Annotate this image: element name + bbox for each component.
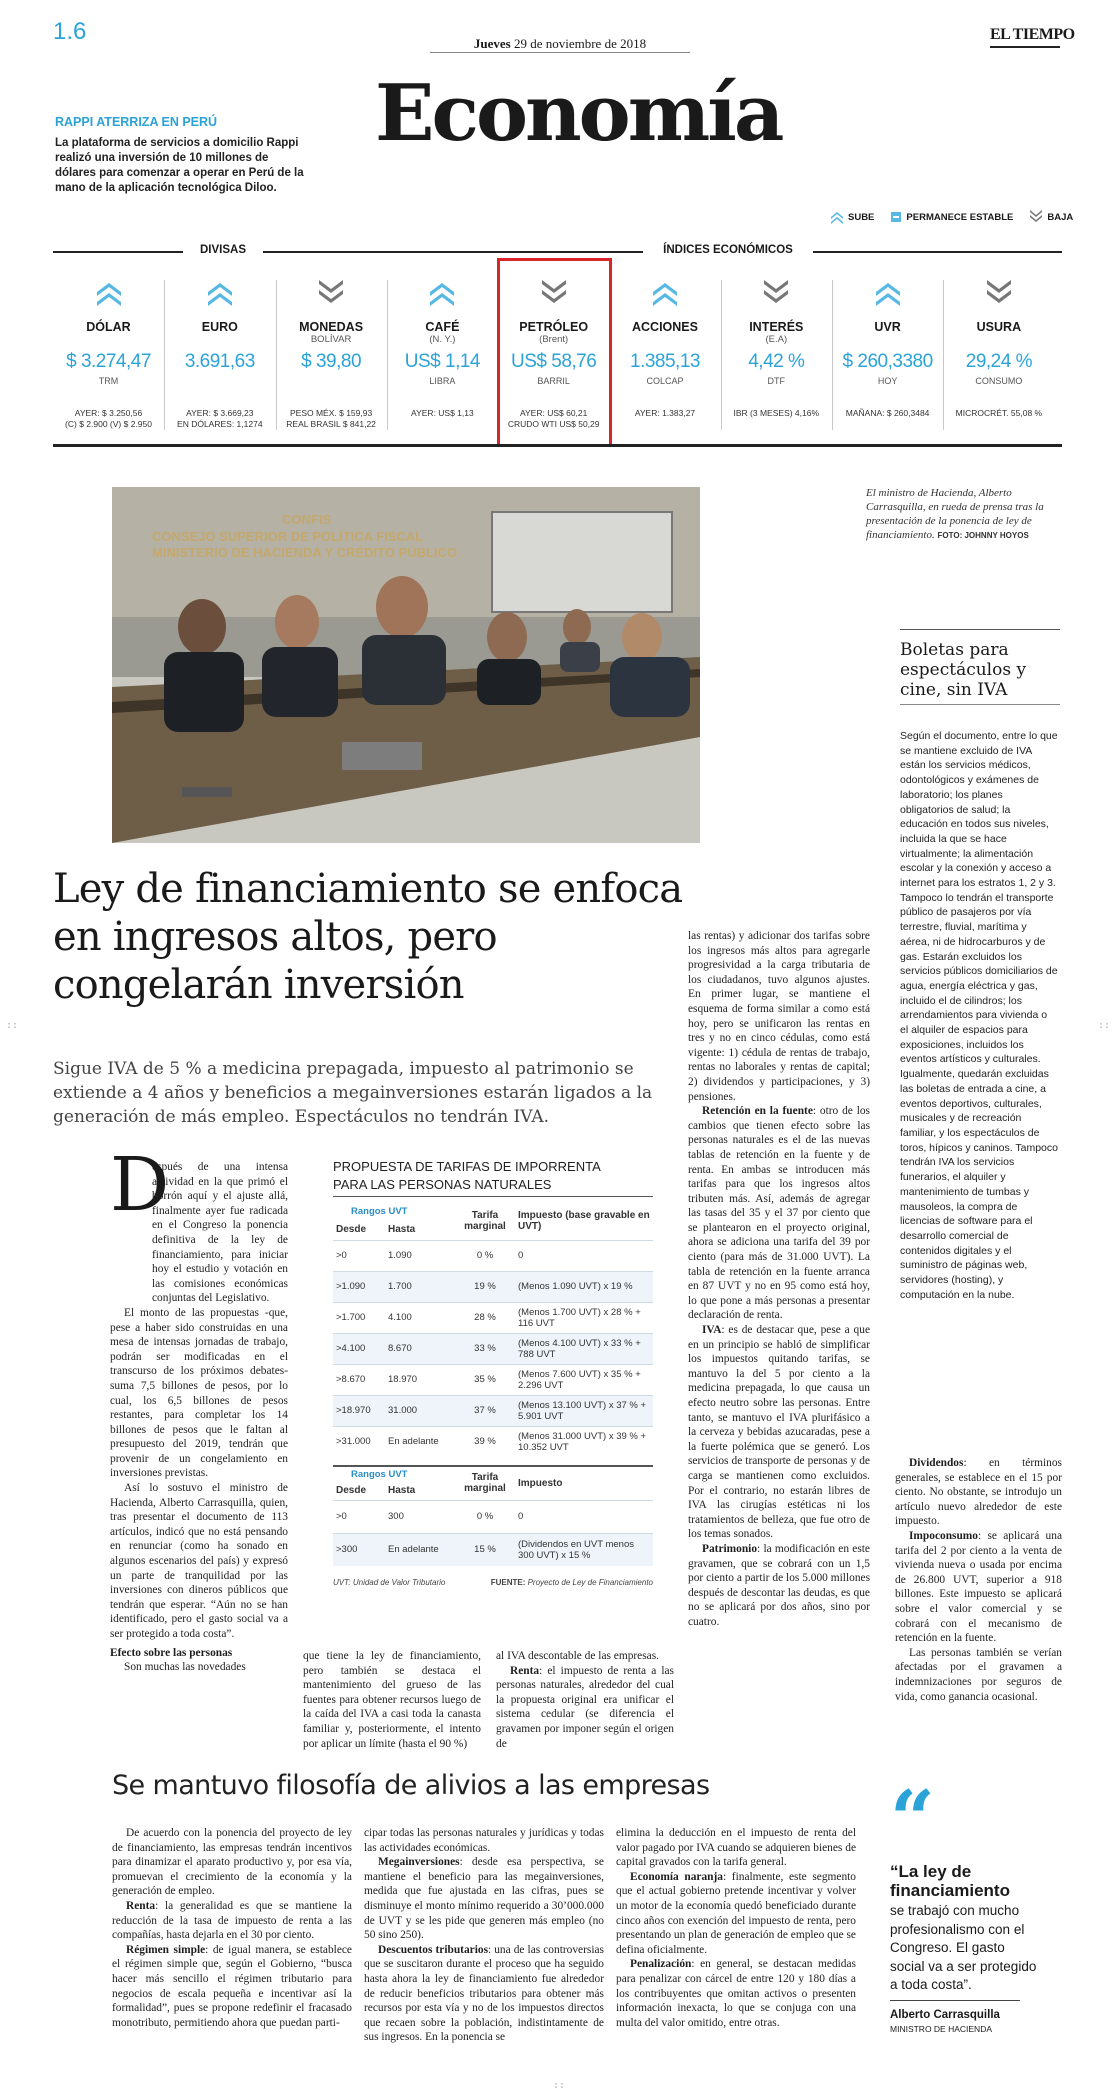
- paragraph: que tiene la ley de financiamiento, pero también se destaca el mantenimiento del grueso de las fuentes para obtener recursos luego de la caída del IVA a casi toda la canasta familiar y, posteriormente, el intento por aplicar un límite (hasta el 90 %): [303, 1650, 481, 1750]
- para-text: : una de las controversias que se suscitaron durante el proceso que ha seguido hasta ahora la ley de financiamiento fue alrededor de reducir beneficios tributarios para obtener más recursos por esta vía y no de los impuestos directos que recaen sobre la población, indistintamente de sus ingresos. En la ponencia se: [364, 1943, 604, 2044]
- story-col-2: [303, 1649, 481, 1751]
- stable-square-icon: [890, 211, 902, 223]
- source-label: FUENTE:: [490, 1578, 526, 1587]
- legend-stable: [890, 211, 1013, 223]
- band-rule: [813, 251, 1062, 253]
- indicator-6: [721, 262, 832, 440]
- cell-impuesto: (Menos 7.600 UVT) x 35 % + 2.296 UVT: [515, 1364, 653, 1395]
- story-headline: Ley de financiamiento se enfoca en ingresos altos, pero congelarán inversión: [53, 866, 683, 1008]
- banner-confis: CONFIS: [282, 512, 332, 527]
- indicator-value: 29,24 %: [965, 351, 1032, 372]
- para-lead: Patrimonio: [702, 1542, 758, 1555]
- indicator-note: AYER: 1.383,27: [634, 408, 696, 418]
- para-lead: Descuentos tributarios: [378, 1943, 488, 1956]
- cell-tarifa: 37 %: [455, 1395, 515, 1426]
- header-hasta: Hasta: [388, 1485, 416, 1497]
- down-arrows-icon: [721, 280, 832, 306]
- paragraph: [895, 1456, 1062, 1529]
- table-body: [333, 1240, 653, 1457]
- cell-tarifa: 33 %: [455, 1333, 515, 1364]
- down-arrows-icon: [943, 280, 1054, 306]
- range-group-label: Rangos UVT: [351, 1469, 408, 1480]
- indicator-sub: (E.A): [765, 334, 788, 345]
- page-number: 1.6: [53, 18, 87, 45]
- header-tarifa: Tarifa marginal: [464, 1209, 506, 1232]
- legend-stable-label: PERMANECE ESTABLE: [906, 211, 1014, 223]
- brand-logo: EL TIEMPO: [990, 26, 1075, 43]
- indicator-7: [832, 262, 943, 440]
- para-text: : la modificación en este gravamen, que se cobrará con un 1,5 por ciento a partir de los 5.000 millones después de descontar las deudas, es que no se aplicará por dos años, sino por cuatro.: [688, 1542, 870, 1628]
- table-row: [333, 1426, 653, 1457]
- indicator-name: DÓLAR: [86, 320, 131, 334]
- photo-credit: FOTO: JOHNNY HOYOS: [937, 531, 1029, 540]
- cell-tarifa: 0 %: [455, 1500, 515, 1533]
- legend-up: [830, 210, 874, 224]
- table-body: [333, 1500, 653, 1566]
- cell-tarifa: 28 %: [455, 1302, 515, 1333]
- indicator-note: AYER: $ 3.669,23 EN DÓLARES: 1,1274: [177, 408, 263, 429]
- sidebar-body: Según el documento, entre lo que se mantiene excluido de IVA están los servicios médicos, odontológicos y exámenes de laboratorio; los planes obligatorios de salud; la educación en todos sus niveles, incluida la que se hace virtualmente; la alimentación escolar y la conexión y acceso a internet para los estratos 1, 2 y 3. Tampoco lo tendrán el transporte público de pasajeros por vía terrestre, fluvial, marítima y aérea, ni de hidrocarburos y de gas. Estarán excluidos los servicios públicos domiciliarios de agua, energía eléctrica y gas, incluido el de cilindros; los arrendamientos para vivienda o el alquiler de espacios para exposiciones, incluidos los eventos artísticos y culturales. Igualmente, quedarán excluidas las boletas de entrada a cine, a eventos deportivos, culturales, musicales y de recreación familiar, y los espectáculos de toros, hípicos y caninos. Tampoco tendrán IVA los servicios funerarios, el alquiler y mantenimiento de tumbas y mausoleos, la compra de licencias de software para el desarrollo comercial de contenidos digitales y el suministro de páginas web, servidores (hosting), y computación en la nube.: [900, 730, 1058, 1301]
- para-text: : otro de los cambios que tienen efecto sobre las personas naturales es el de las nuevas tablas de retención en la fuente y de renta. En ambas se introducen más tarifas para que los ingresos altos tributen más. Así, además de agregar las tasas del 35 y el 37 por ciento que se plantearon en el proyecto original, ahora se adiciona una tarifa del 39 por ciento (para más de 31.000 UVT). La tabla de retención en la fuente arranca en 87 UVT y no en 95 como está hoy, lo que pone a más personas a presentar declaración de renta.: [688, 1105, 870, 1322]
- story-col-1: [110, 1160, 288, 1675]
- paragraph: El monto de las propuestas -que, pese a haber sido construidas en una mesa de intensas jornadas de trabajo, podrán ser modificadas en el transcurso de los próximos debates- suma 7,5 billones de pesos, por lo cual, los 6,5 billones de pesos restantes, para completar los 14 billones de pesos que le faltan al presupuesto del 2019, tendrán que provenir de un congelamiento en inversiones previstas.: [110, 1306, 288, 1480]
- caption-text: El ministro de Hacienda, Alberto Carrasquilla, en rueda de prensa tras la presentación de la ponencia de ley de financiamiento.: [866, 487, 1044, 541]
- registration-mark: ::: [1098, 1020, 1111, 1031]
- indicator-unit: COLCAP: [646, 376, 684, 386]
- press-photo: [112, 487, 700, 843]
- cell-desde: >300: [333, 1533, 385, 1566]
- para-lead: Régimen simple: [126, 1943, 206, 1956]
- photo-caption: [866, 486, 1066, 543]
- cell-hasta: En adelante: [385, 1533, 455, 1566]
- divisas-label: DIVISAS: [199, 244, 246, 256]
- table-title: [333, 1158, 653, 1194]
- band-bottom-rule: [53, 444, 1062, 447]
- band-rule: [53, 251, 183, 253]
- cell-impuesto: (Menos 1.700 UVT) x 28 % + 116 UVT: [515, 1302, 653, 1333]
- table-title-rule: [333, 1196, 653, 1197]
- trend-legend: [830, 210, 1073, 224]
- pull-quote-name: Alberto Carrasquilla: [890, 2009, 1000, 2021]
- para-text: : el impuesto de renta a las personas naturales, alrededor del cual la propuesta original era unificar el sistema cedular (se diferencia el gravamen por imponer según el origen de: [496, 1664, 674, 1750]
- indicator-divider: [943, 280, 944, 430]
- down-arrows-icon: [276, 280, 387, 306]
- paragraph: [112, 1899, 352, 1943]
- brief-kicker: RAPPI ATERRIZA EN PERÚ: [55, 115, 218, 129]
- legend-down: [1029, 210, 1073, 224]
- paragraph: elimina la deducción en el impuesto de renta del valor pagado por IVA cuando se adquieren bienes de capital gravados con la tarifa general.: [616, 1827, 856, 1869]
- story-col-3: [496, 1649, 674, 1751]
- brand-rule: [990, 46, 1060, 48]
- paragraph: las rentas) y adicionar dos tarifas sobre los ingresos más altos para agregarle progresividad a la carga tributaria de los ciudadanos, tuvo algunos ajustes. En primer lugar, se mantiene el esquema de forma similar a como está hoy, pero se unificaron las rentas en tres y no en cinco cédulas, como está vigente: 1) cédula de rentas de trabajo, rentas no laborales y rentas de capital; 2) dividendos y participaciones, y 3) pensiones.: [688, 930, 870, 1103]
- indicator-unit: DTF: [767, 376, 786, 386]
- pull-quote-rule: [890, 2000, 1020, 2001]
- paragraph: [895, 1529, 1062, 1646]
- indicator-note: AYER: US$ 60,21 CRUDO WTI US$ 50,29: [507, 408, 600, 429]
- para-lead: Dividendos: [909, 1457, 964, 1469]
- para-text: : de igual manera, se establece el régimen simple que, según el Gobierno, “busca hacer más sencillo el régimen tributario para negocios de escala pequeña e incentivar así la formalidad”, pues se propone redefinir el fracasado monotributo, permitiendo ahora que puedan parti-: [112, 1943, 352, 2029]
- paragraph: [364, 1855, 604, 1943]
- table-footnote: [333, 1578, 653, 1587]
- paragraph: [112, 1943, 352, 2031]
- para-text: : se aplicará una tarifa del 2 por ciento a la venta de vivienda nueva o usada por encima de 26.800 UVT, superior a 918 billones. Este impuesto se aplicará sobre el valor comercial y se cobrará con el mecanismo de retención en la fuente.: [895, 1529, 1062, 1645]
- cell-impuesto: (Menos 13.100 UVT) x 37 % + 5.901 UVT: [515, 1395, 653, 1426]
- cell-tarifa: 19 %: [455, 1271, 515, 1302]
- range-group-label: Rangos UVT: [351, 1205, 408, 1217]
- story2-col-3: [616, 1826, 856, 2030]
- indicator-note: MAÑANA: $ 260,3484: [845, 408, 930, 418]
- footnote-source: [491, 1578, 653, 1587]
- cell-impuesto: (Dividendos en UVT menos 300 UVT) x 15 %: [515, 1533, 653, 1566]
- cell-desde: >31.000: [333, 1426, 385, 1457]
- legend-down-label: BAJA: [1047, 211, 1074, 223]
- indicator-value: 1.385,13: [630, 351, 700, 372]
- banner-consejo: CONSEJO SUPERIOR DE POLÍTICA FISCAL: [152, 529, 424, 544]
- story-col-5: [895, 1456, 1062, 1704]
- para-text: : la generalidad es que se mantiene la reducción de la tasa de impuesto de renta a las compañías, hasta dejarla en el 30 por ciento.: [112, 1899, 352, 1942]
- pull-quote-role: MINISTRO DE HACIENDA: [890, 2024, 993, 2034]
- indicator-value: US$ 1,14: [404, 351, 480, 372]
- story-deck: Sigue IVA de 5 % a medicina prepagada, impuesto al patrimonio se extiende a 4 años y beneficios a megainversiones estarán ligados a la generación de más empleo. Espectáculos no tendrán IVA.: [53, 1059, 653, 1127]
- paragraph: Las personas también se verían afectadas por el gravamen a indemnizaciones por seguros de vida, como ganancia ocasional.: [895, 1646, 1062, 1703]
- cell-tarifa: 0 %: [455, 1240, 515, 1271]
- table-row: [333, 1500, 653, 1533]
- legend-up-label: SUBE: [848, 211, 875, 223]
- indicator-divider: [276, 280, 277, 430]
- pull-quote-lead: “La ley de financiamiento: [890, 1862, 1010, 1900]
- cell-desde: >1.090: [333, 1271, 385, 1302]
- tax-table: [333, 1202, 653, 1457]
- paragraph: cipar todas las personas naturales y jurídicas y todas las actividades económicas.: [364, 1827, 604, 1854]
- indicator-value: $ 3.274,47: [66, 351, 151, 372]
- pull-quote-body: se trabajó con mucho profesionalismo con el Congreso. El gasto social va a ser protegido a toda costa”.: [890, 1903, 1037, 1992]
- date-rest: 29 de noviembre de 2018: [513, 36, 647, 51]
- up-arrows-icon: [610, 280, 721, 306]
- indicator-note: AYER: US$ 1,13: [411, 408, 474, 418]
- cell-impuesto: 0: [515, 1240, 653, 1271]
- cell-desde: >4.100: [333, 1333, 385, 1364]
- indicator-note: IBR (3 MESES) 4,16%: [733, 408, 820, 418]
- para-text: : desde esa perspectiva, se mantiene el beneficio para las megainversiones, medida que fue ajustada en las cifras, pues se disminuye el monto mínimo requerido a 30’000.000 de UVT y se les pide que generen más empleo (no 50 sino 250).: [364, 1856, 604, 1942]
- indicator-sub: (Brent): [539, 334, 569, 345]
- cell-hasta: 4.100: [385, 1302, 455, 1333]
- indicator-sub: BOLÍVAR: [310, 334, 352, 345]
- up-arrows-icon: [832, 280, 943, 306]
- indicator-name: ACCIONES: [632, 320, 698, 334]
- quote-mark-icon: “: [890, 1774, 935, 1865]
- paragraph: Así lo sostuvo el ministro de Hacienda, Alberto Carrasquilla, quien, tras presentar el documento de 113 artículos, indicó que no está pensando en renunciar (como ha sonado en algunos escenarios del país) y expresó un parte de tranquilidad por las inversiones con dineros públicos que tendrán que esperar. “Aún no se han identificado, pero el gasto social va a ser protegido a toda costa”.: [110, 1482, 288, 1640]
- paragraph: [688, 1104, 870, 1323]
- indicator-name: UVR: [874, 320, 901, 334]
- paragraph: Son muchas las novedades: [124, 1661, 246, 1674]
- indicator-note: PESO MÉX. $ 159,93 REAL BRASIL $ 841,22: [286, 408, 376, 429]
- cell-hasta: 31.000: [385, 1395, 455, 1426]
- registration-mark: ::: [553, 2080, 566, 2091]
- cell-hasta: 300: [385, 1500, 455, 1533]
- table-row: [333, 1271, 653, 1302]
- cell-tarifa: 39 %: [455, 1426, 515, 1457]
- indicator-sub: (N. Y.): [429, 334, 456, 345]
- table-title-line: PARA LAS PERSONAS NATURALES: [333, 1177, 552, 1192]
- cell-desde: >1.700: [333, 1302, 385, 1333]
- registration-mark: ::: [6, 1020, 19, 1031]
- dateline-rule: [430, 52, 690, 53]
- indicator-name: INTERÉS: [749, 320, 804, 334]
- para-lead: Economía naranja: [630, 1870, 723, 1883]
- para-lead: Megainversiones: [378, 1856, 460, 1869]
- cell-hasta: En adelante: [385, 1426, 455, 1457]
- cell-impuesto: 0: [515, 1500, 653, 1533]
- table-row: [333, 1533, 653, 1566]
- paragraph: De acuerdo con la ponencia del proyecto de ley de financiamiento, las empresas tendrán incentivos para dinamizar el aparato productivo y, por esa vía, promuevan el crecimiento de la economía y la generación de empleo.: [112, 1827, 352, 1898]
- story2-headline: Se mantuvo filosofía de alivios a las empresas: [112, 1770, 710, 1801]
- cell-hasta: 8.670: [385, 1333, 455, 1364]
- cell-hasta: 1.700: [385, 1271, 455, 1302]
- cell-desde: >18.970: [333, 1395, 385, 1426]
- paragraph: [616, 1957, 856, 2030]
- cell-impuesto: (Menos 1.090 UVT) x 19 %: [515, 1271, 653, 1302]
- table-row: [333, 1240, 653, 1271]
- paragraph: [496, 1664, 674, 1752]
- paragraph: al IVA descontable de las empresas.: [496, 1650, 660, 1662]
- cell-hasta: 1.090: [385, 1240, 455, 1271]
- indicator-divider: [832, 280, 833, 430]
- up-arrows-icon: [387, 280, 498, 306]
- para-lead: Renta: [510, 1664, 540, 1677]
- paragraph: [688, 1542, 870, 1630]
- para-lead: IVA: [702, 1324, 722, 1337]
- indicator-divider: [721, 280, 722, 430]
- indicator-divider: [387, 280, 388, 430]
- brief-body: La plataforma de servicios a domicilio Rappi realizó una inversión de 10 millones de dólares para comenzar a operar en Perú de la mano de la aplicación tecnológica Diloo.: [55, 137, 304, 194]
- story2-col-2: [364, 1826, 604, 2045]
- sidebar-rule: [900, 629, 1060, 630]
- drop-cap: D: [110, 1142, 170, 1228]
- dividend-table: [333, 1465, 653, 1566]
- indices-label: ÍNDICES ECONÓMICOS: [663, 244, 793, 256]
- cell-desde: >0: [333, 1500, 385, 1533]
- table-row: [333, 1333, 653, 1364]
- indicator-3: [387, 262, 498, 440]
- table-row: [333, 1302, 653, 1333]
- indicator-value: $ 260,3380: [842, 351, 933, 372]
- header-hasta: Hasta: [388, 1224, 416, 1236]
- cell-desde: >0: [333, 1240, 385, 1271]
- up-arrows-icon: [53, 280, 164, 306]
- indicator-unit: BARRIL: [537, 376, 570, 386]
- para-text: : en términos generales, se establece en el 15 por ciento. No obstante, se introdujo un artículo nuevo alrededor de este impuesto.: [895, 1457, 1062, 1528]
- band-rule: [263, 251, 643, 253]
- indicator-unit: LIBRA: [429, 376, 456, 386]
- indicator-2: [276, 262, 387, 440]
- paragraph: [688, 1323, 870, 1542]
- indicator-note: MICROCRÉT. 55,08 %: [955, 408, 1043, 418]
- paragraph: [616, 1870, 856, 1958]
- para-lead: Renta: [126, 1899, 156, 1912]
- indicator-5: [610, 262, 721, 440]
- dateline: [430, 36, 690, 52]
- indicator-value: 4,42 %: [748, 351, 805, 372]
- indicator-name: EURO: [201, 320, 238, 334]
- indicator-1: [164, 262, 275, 440]
- header-desde: Desde: [336, 1485, 367, 1497]
- para-lead: Penalización: [630, 1958, 692, 1971]
- para-text: : es de destacar que, pese a que en un principio se habló de simplificar los impuestos quitando tarifas, se mantuvo la del 5 por ciento a la medicina prepagada, lo que causa un efecto neutro sobre las personas. Entre tanto, se mantuvo el IVA plurifásico a la cerveza y bebidas azucaradas, pese a la fuerte polémica que se generó. Los servicios de transporte de personas y de carga se mantienen como excluidos. Por el contrario, no estarán libres de IVA las cirugías estéticas ni los tratamientos de belleza, que fue otro de los temas sonados.: [688, 1324, 870, 1541]
- subhead: Efecto sobre las personas: [110, 1646, 233, 1659]
- header-impuesto: Impuesto: [518, 1477, 563, 1489]
- sidebar-title: Boletas para espectáculos y cine, sin IVA: [900, 640, 1027, 700]
- cell-impuesto: (Menos 4.100 UVT) x 33 % + 788 UVT: [515, 1333, 653, 1364]
- cell-impuesto: (Menos 31.000 UVT) x 39 % + 10.352 UVT: [515, 1426, 653, 1457]
- banner-ministerio: MINISTERIO DE HACIENDA Y CRÉDITO PÚBLICO: [152, 545, 458, 560]
- para-text: : en general, se destacan medidas para penalizar con cárcel de entre 120 y 180 días a los contribuyentes que omitan activos o presenten información inexacta, lo que se conjuga con una multa del valor omitido, entre otras.: [616, 1958, 856, 2029]
- indicator-name: CAFÉ: [425, 320, 460, 334]
- indicator-0: [53, 262, 164, 440]
- cell-hasta: 18.970: [385, 1364, 455, 1395]
- date-day: Jueves: [473, 36, 511, 51]
- sidebar-rule: [900, 704, 1060, 705]
- para-text: : finalmente, este segmento que el actual gobierno pretende incentivar y volver un motor de la economía quedó beneficiado durante cinco años con exención del impuesto de renta, pero presentando un plan de generación de empleo que se defina oficialmente.: [616, 1870, 856, 1956]
- indicator-note: AYER: $ 3.250,56 (C) $ 2.900 (V) $ 2.950: [65, 408, 152, 429]
- indicator-value: $ 39,80: [301, 351, 362, 372]
- para-lead: Impoconsumo: [909, 1529, 978, 1542]
- down-arrows-icon: [1029, 210, 1043, 224]
- up-arrows-icon: [830, 210, 844, 224]
- highlight-box: [497, 258, 612, 447]
- indicator-8: [943, 262, 1054, 440]
- lead-paragraph: espués de una intensa actividad en la que primó el borrón aquí y el ajuste allá, finalmente ayer fue radicada en el Congreso la ponencia definitiva de la ley de financiamiento, para iniciar hoy el estudio y votación en las comisiones económicas conjuntas del Legislativo.: [152, 1161, 288, 1305]
- table-title-line: PROPUESTA DE TARIFAS DE IMPORRENTA: [333, 1159, 601, 1174]
- indicator-divider: [164, 280, 165, 430]
- para-lead: Retención en la fuente: [702, 1105, 813, 1118]
- cell-tarifa: 35 %: [455, 1364, 515, 1395]
- section-title: Economía: [375, 68, 782, 159]
- header-desde: Desde: [336, 1224, 367, 1236]
- indicator-unit: TRM: [98, 376, 119, 386]
- up-arrows-icon: [164, 280, 275, 306]
- story-col-4: [688, 929, 870, 1630]
- header-tarifa: Tarifa marginal: [464, 1472, 506, 1495]
- source-text: Proyecto de Ley de Financiamiento: [525, 1578, 653, 1587]
- table-row: [333, 1364, 653, 1395]
- footnote-uvt: UVT: Unidad de Valor Tributario: [333, 1578, 446, 1587]
- indicator-unit: HOY: [877, 376, 898, 386]
- indicator-name: MONEDAS: [299, 320, 364, 334]
- indicator-value: 3.691,63: [184, 351, 255, 372]
- indicator-value: US$ 58,76: [511, 351, 597, 372]
- indicator-unit: CONSUMO: [975, 376, 1023, 386]
- paragraph: [364, 1943, 604, 2045]
- header-impuesto: Impuesto (base gravable en UVT): [518, 1209, 650, 1232]
- cell-desde: >8.670: [333, 1364, 385, 1395]
- story2-col-1: [112, 1826, 352, 2030]
- cell-tarifa: 15 %: [455, 1533, 515, 1566]
- indicator-name: PETRÓLEO: [519, 320, 589, 334]
- table-row: [333, 1395, 653, 1426]
- indicator-name: USURA: [976, 320, 1022, 334]
